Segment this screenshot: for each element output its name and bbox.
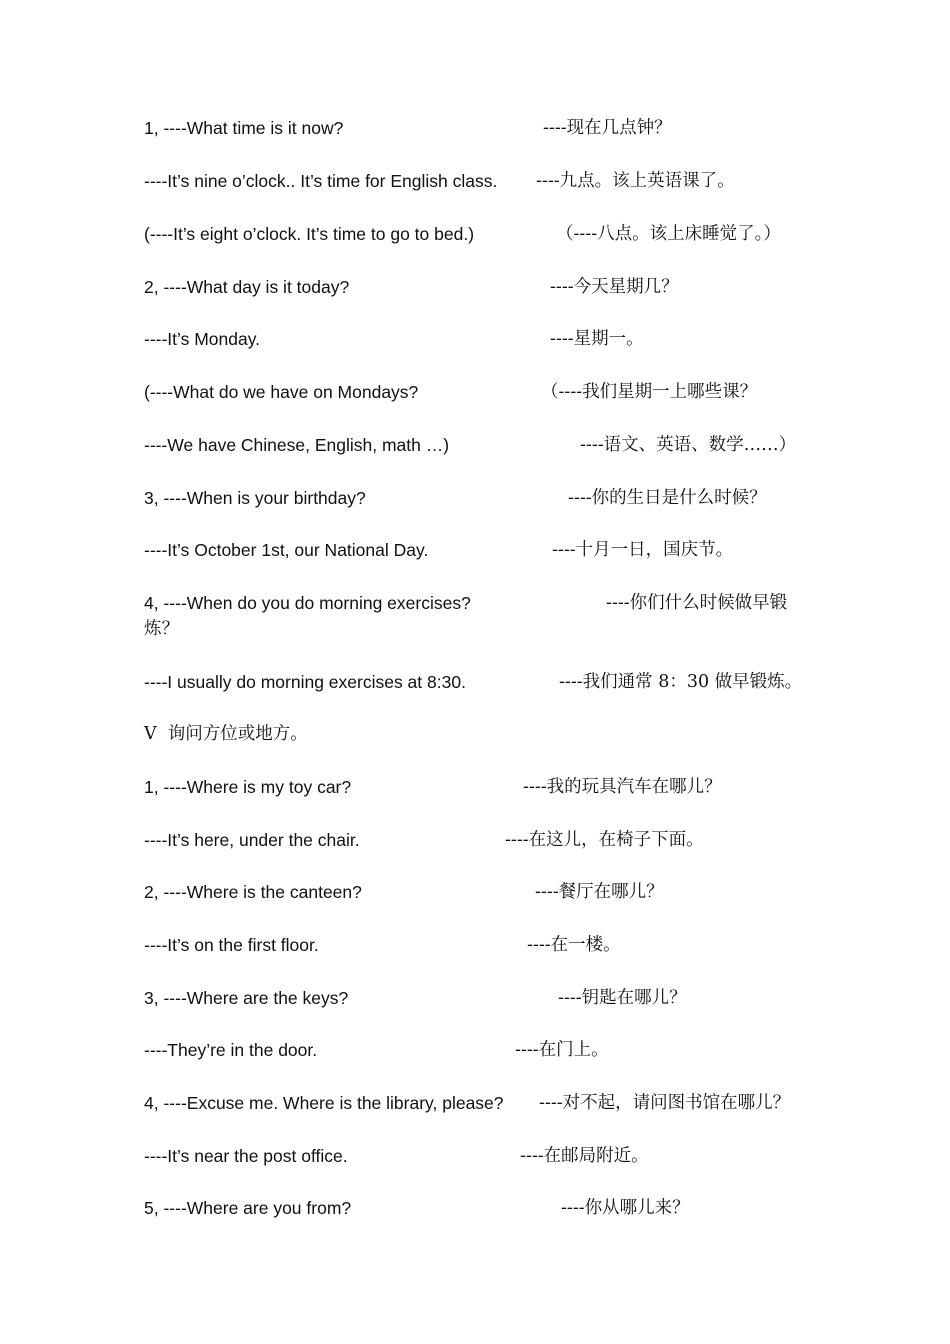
dialogue-line-english: (----What do we have on Mondays?	[144, 382, 419, 402]
dialogue-line-chinese: （----八点。该上床睡觉了。）	[556, 224, 781, 244]
section-heading: V 询问方位或地方。	[144, 724, 308, 744]
dialogue-line-chinese: ----我的玩具汽车在哪儿？	[523, 777, 722, 797]
dialogue-line-chinese: ----在邮局附近。	[520, 1146, 649, 1166]
dialogue-line-chinese-continued: 炼？	[144, 619, 179, 639]
dialogue-line-english: ----It’s on the first floor.	[144, 935, 319, 955]
dialogue-line-chinese: ----十月一日，国庆节。	[552, 540, 734, 560]
dialogue-line-english: 3, ----Where are the keys?	[144, 988, 349, 1008]
dialogue-line-chinese: ----在这儿，在椅子下面。	[505, 830, 704, 850]
dialogue-line-english: 1, ----Where is my toy car?	[144, 777, 352, 797]
dialogue-line-english: ----I usually do morning exercises at 8:30.	[144, 672, 466, 692]
dialogue-line-chinese: ----钥匙在哪儿？	[558, 988, 687, 1008]
dialogue-line-english: 1, ----What time is it now?	[144, 118, 344, 138]
dialogue-line-chinese: ----今天星期几？	[550, 277, 679, 297]
dialogue-line-chinese: ----在门上。	[515, 1040, 609, 1060]
dialogue-line-english: ----It’s near the post office.	[144, 1146, 348, 1166]
dialogue-line-chinese: ----语文、英语、数学……）	[580, 435, 797, 455]
dialogue-line-english: (----It’s eight o’clock. It’s time to go to bed.)	[144, 224, 475, 244]
dialogue-line-chinese: ----餐厅在哪儿？	[535, 882, 664, 902]
dialogue-line-english: 3, ----When is your birthday?	[144, 488, 366, 508]
dialogue-line-english: ----It’s nine o’clock.. It’s time for English class.	[144, 171, 498, 191]
dialogue-line-chinese: ----你的生日是什么时候？	[568, 488, 767, 508]
dialogue-line-english: ----It’s Monday.	[144, 329, 261, 349]
dialogue-line-english: ----They’re in the door.	[144, 1040, 318, 1060]
dialogue-line-chinese: ----现在几点钟？	[543, 118, 672, 138]
dialogue-line-english: ----It’s here, under the chair.	[144, 830, 360, 850]
dialogue-line-chinese: （----我们星期一上哪些课？	[541, 382, 758, 402]
dialogue-line-chinese: ----九点。该上英语课了。	[536, 171, 735, 191]
dialogue-line-chinese: ----我们通常 8：30 做早锻炼。	[559, 672, 803, 692]
dialogue-line-chinese: ----你们什么时候做早锻	[606, 593, 788, 613]
dialogue-line-chinese: ----星期一。	[550, 329, 644, 349]
dialogue-line-english: 4, ----When do you do morning exercises?	[144, 593, 471, 613]
dialogue-line-english: 5, ----Where are you from?	[144, 1198, 352, 1218]
dialogue-line-english: 4, ----Excuse me. Where is the library, please?	[144, 1093, 504, 1113]
dialogue-line-english: 2, ----Where is the canteen?	[144, 882, 362, 902]
dialogue-line-chinese: ----你从哪儿来？	[561, 1198, 690, 1218]
dialogue-line-chinese: ----对不起，请问图书馆在哪儿？	[539, 1093, 791, 1113]
dialogue-line-english: ----We have Chinese, English, math …)	[144, 435, 450, 455]
dialogue-line-english: ----It’s October 1st, our National Day.	[144, 540, 429, 560]
dialogue-line-chinese: ----在一楼。	[527, 935, 621, 955]
dialogue-line-english: 2, ----What day is it today?	[144, 277, 350, 297]
